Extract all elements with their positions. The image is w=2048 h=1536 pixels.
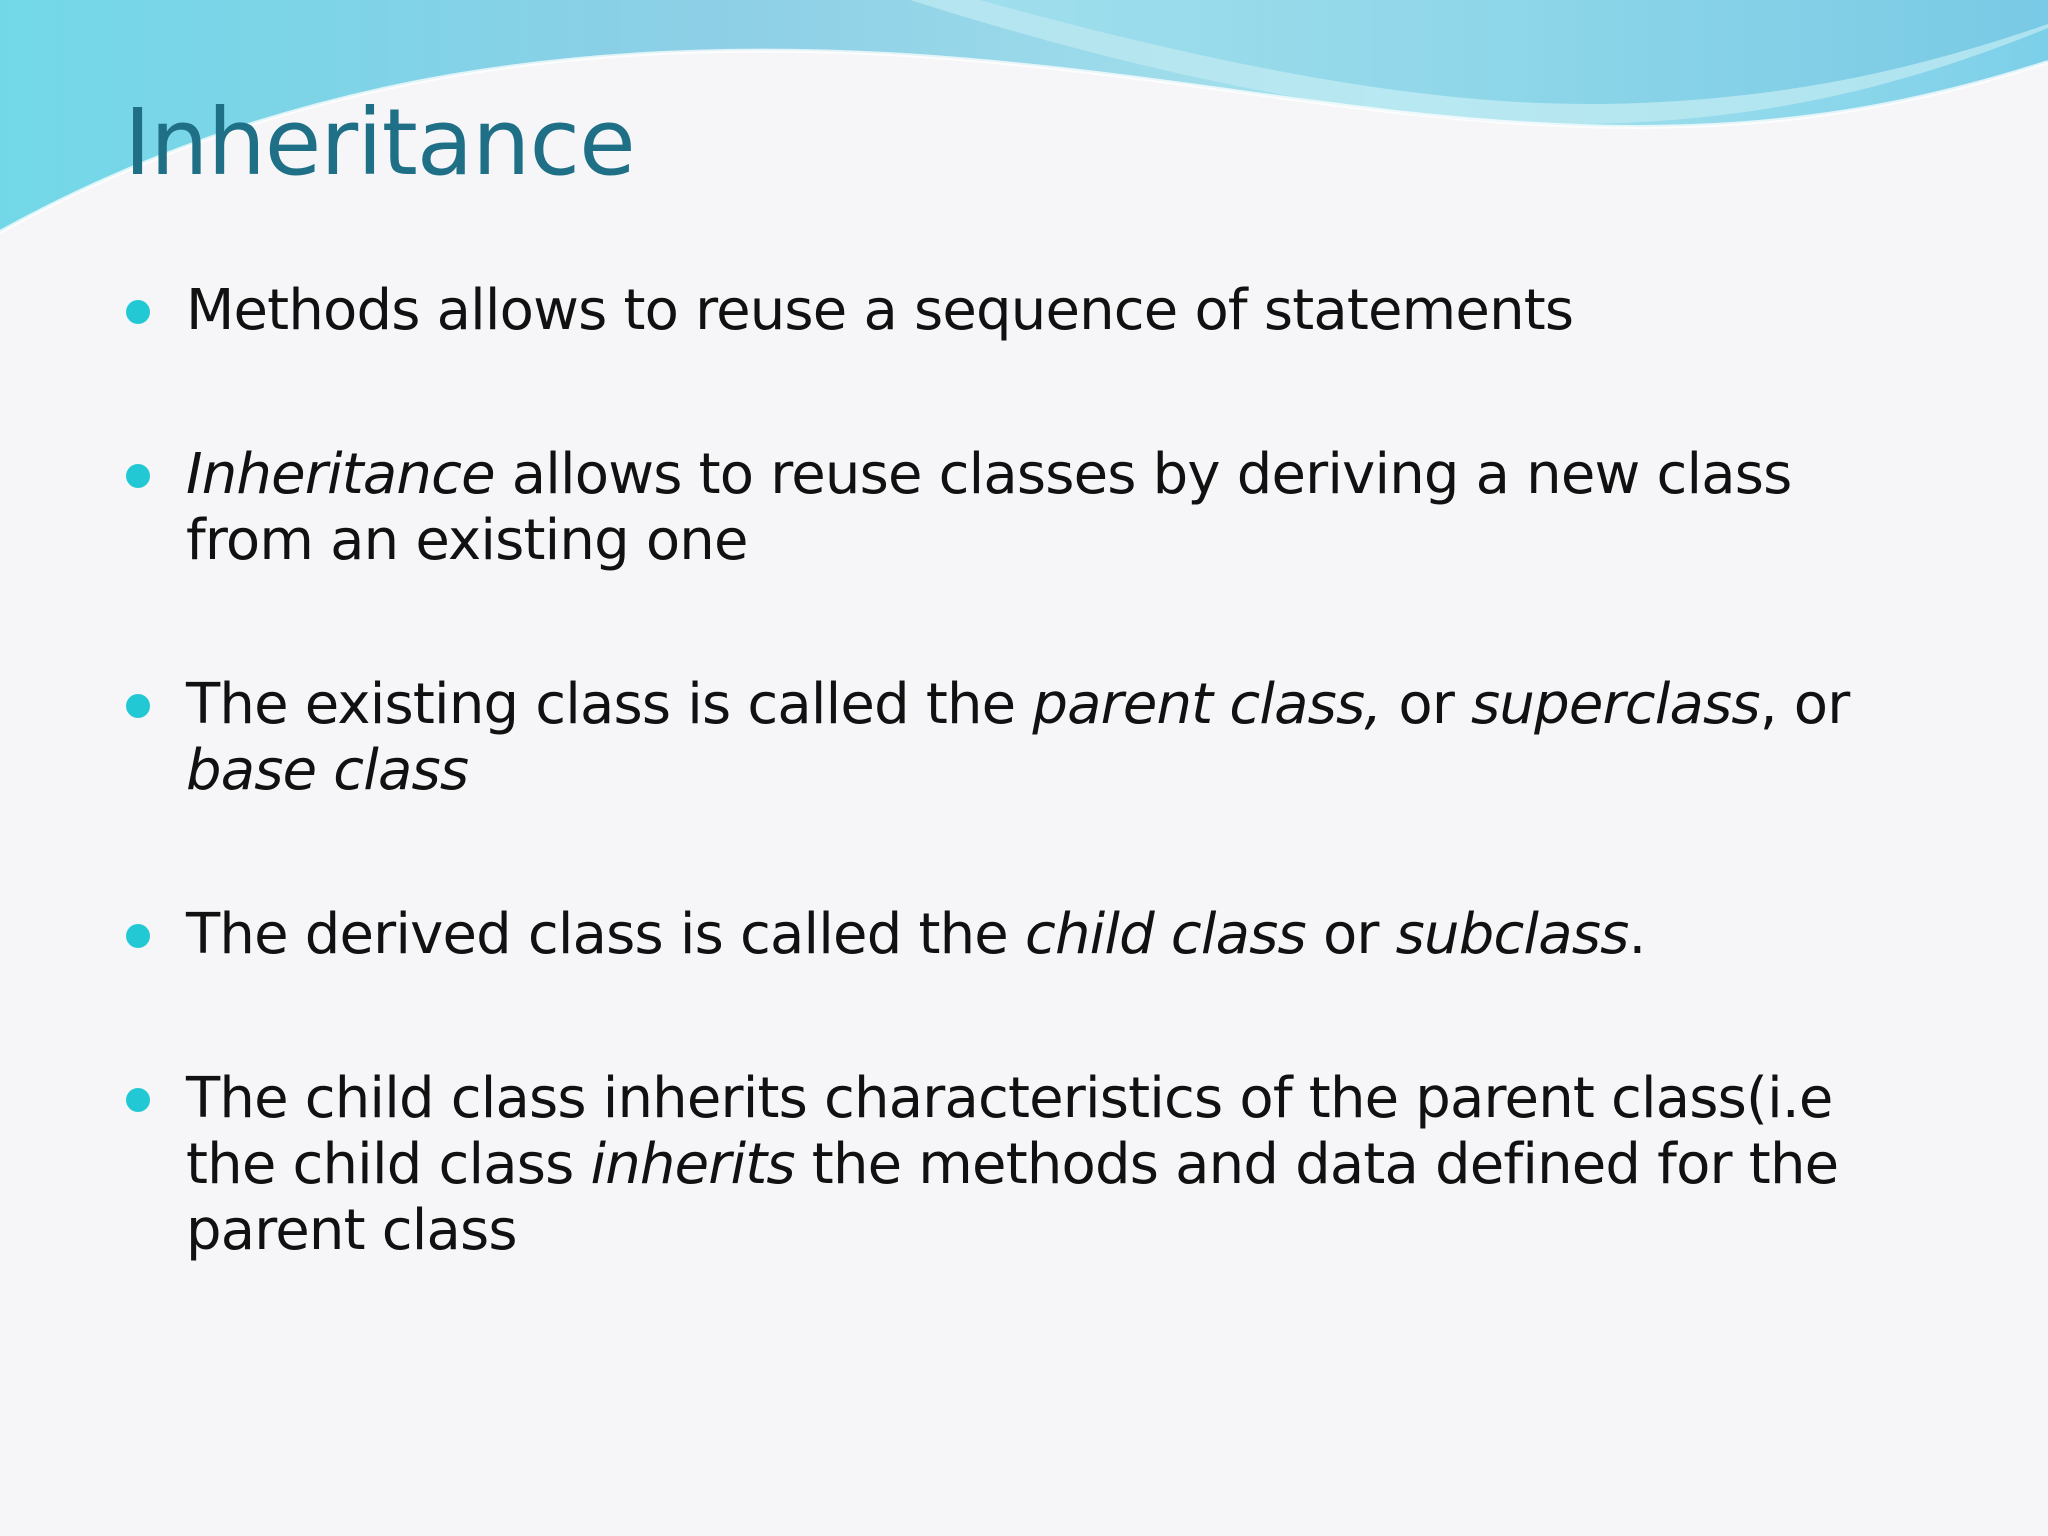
bullet-icon (126, 694, 150, 718)
bullet-icon (126, 924, 150, 948)
bullet-line (186, 902, 1886, 968)
bullet-text (186, 902, 1886, 968)
text-run: from an existing one (186, 508, 748, 573)
bullet-text (186, 278, 1886, 344)
slide-title: Inheritance (124, 89, 635, 196)
bullet-line (186, 738, 1886, 804)
text-run: the methods and data defined for the (794, 1132, 1839, 1197)
bullet-line (186, 1132, 1886, 1198)
bullet-text (186, 672, 1886, 804)
text-run: the child class (186, 1132, 591, 1197)
bullet-line (186, 1066, 1886, 1132)
text-run: The existing class is called the (186, 672, 1033, 737)
bullet-line (186, 278, 1886, 344)
italic-text-run: parent class, (1032, 672, 1382, 737)
text-run: parent class (186, 1198, 517, 1263)
text-run: allows to reuse classes by deriving a new class (494, 442, 1792, 507)
text-run: or (1381, 672, 1472, 737)
bullet-icon (126, 1088, 150, 1112)
bullet-icon (126, 300, 150, 324)
text-run: The child class inherits characteristics of the parent class(i.e (186, 1066, 1833, 1131)
italic-text-run: child class (1024, 902, 1306, 967)
bullet-line (186, 508, 1886, 574)
italic-text-run: superclass (1471, 672, 1760, 737)
bullet-line (186, 1198, 1886, 1264)
italic-text-run: Inheritance (186, 442, 495, 507)
bullet-text (186, 1066, 1886, 1264)
italic-text-run: base class (186, 738, 469, 803)
italic-text-run: inherits (590, 1132, 795, 1197)
bullet-icon (126, 464, 150, 488)
bullet-line (186, 672, 1886, 738)
italic-text-run: subclass (1395, 902, 1629, 967)
text-run: The derived class is called the (186, 902, 1025, 967)
text-run: Methods allows to reuse a sequence of statements (186, 278, 1574, 343)
bullet-line (186, 442, 1886, 508)
text-run: , or (1759, 672, 1850, 737)
text-run: . (1628, 902, 1646, 967)
bullet-text (186, 442, 1886, 574)
text-run: or (1305, 902, 1396, 967)
